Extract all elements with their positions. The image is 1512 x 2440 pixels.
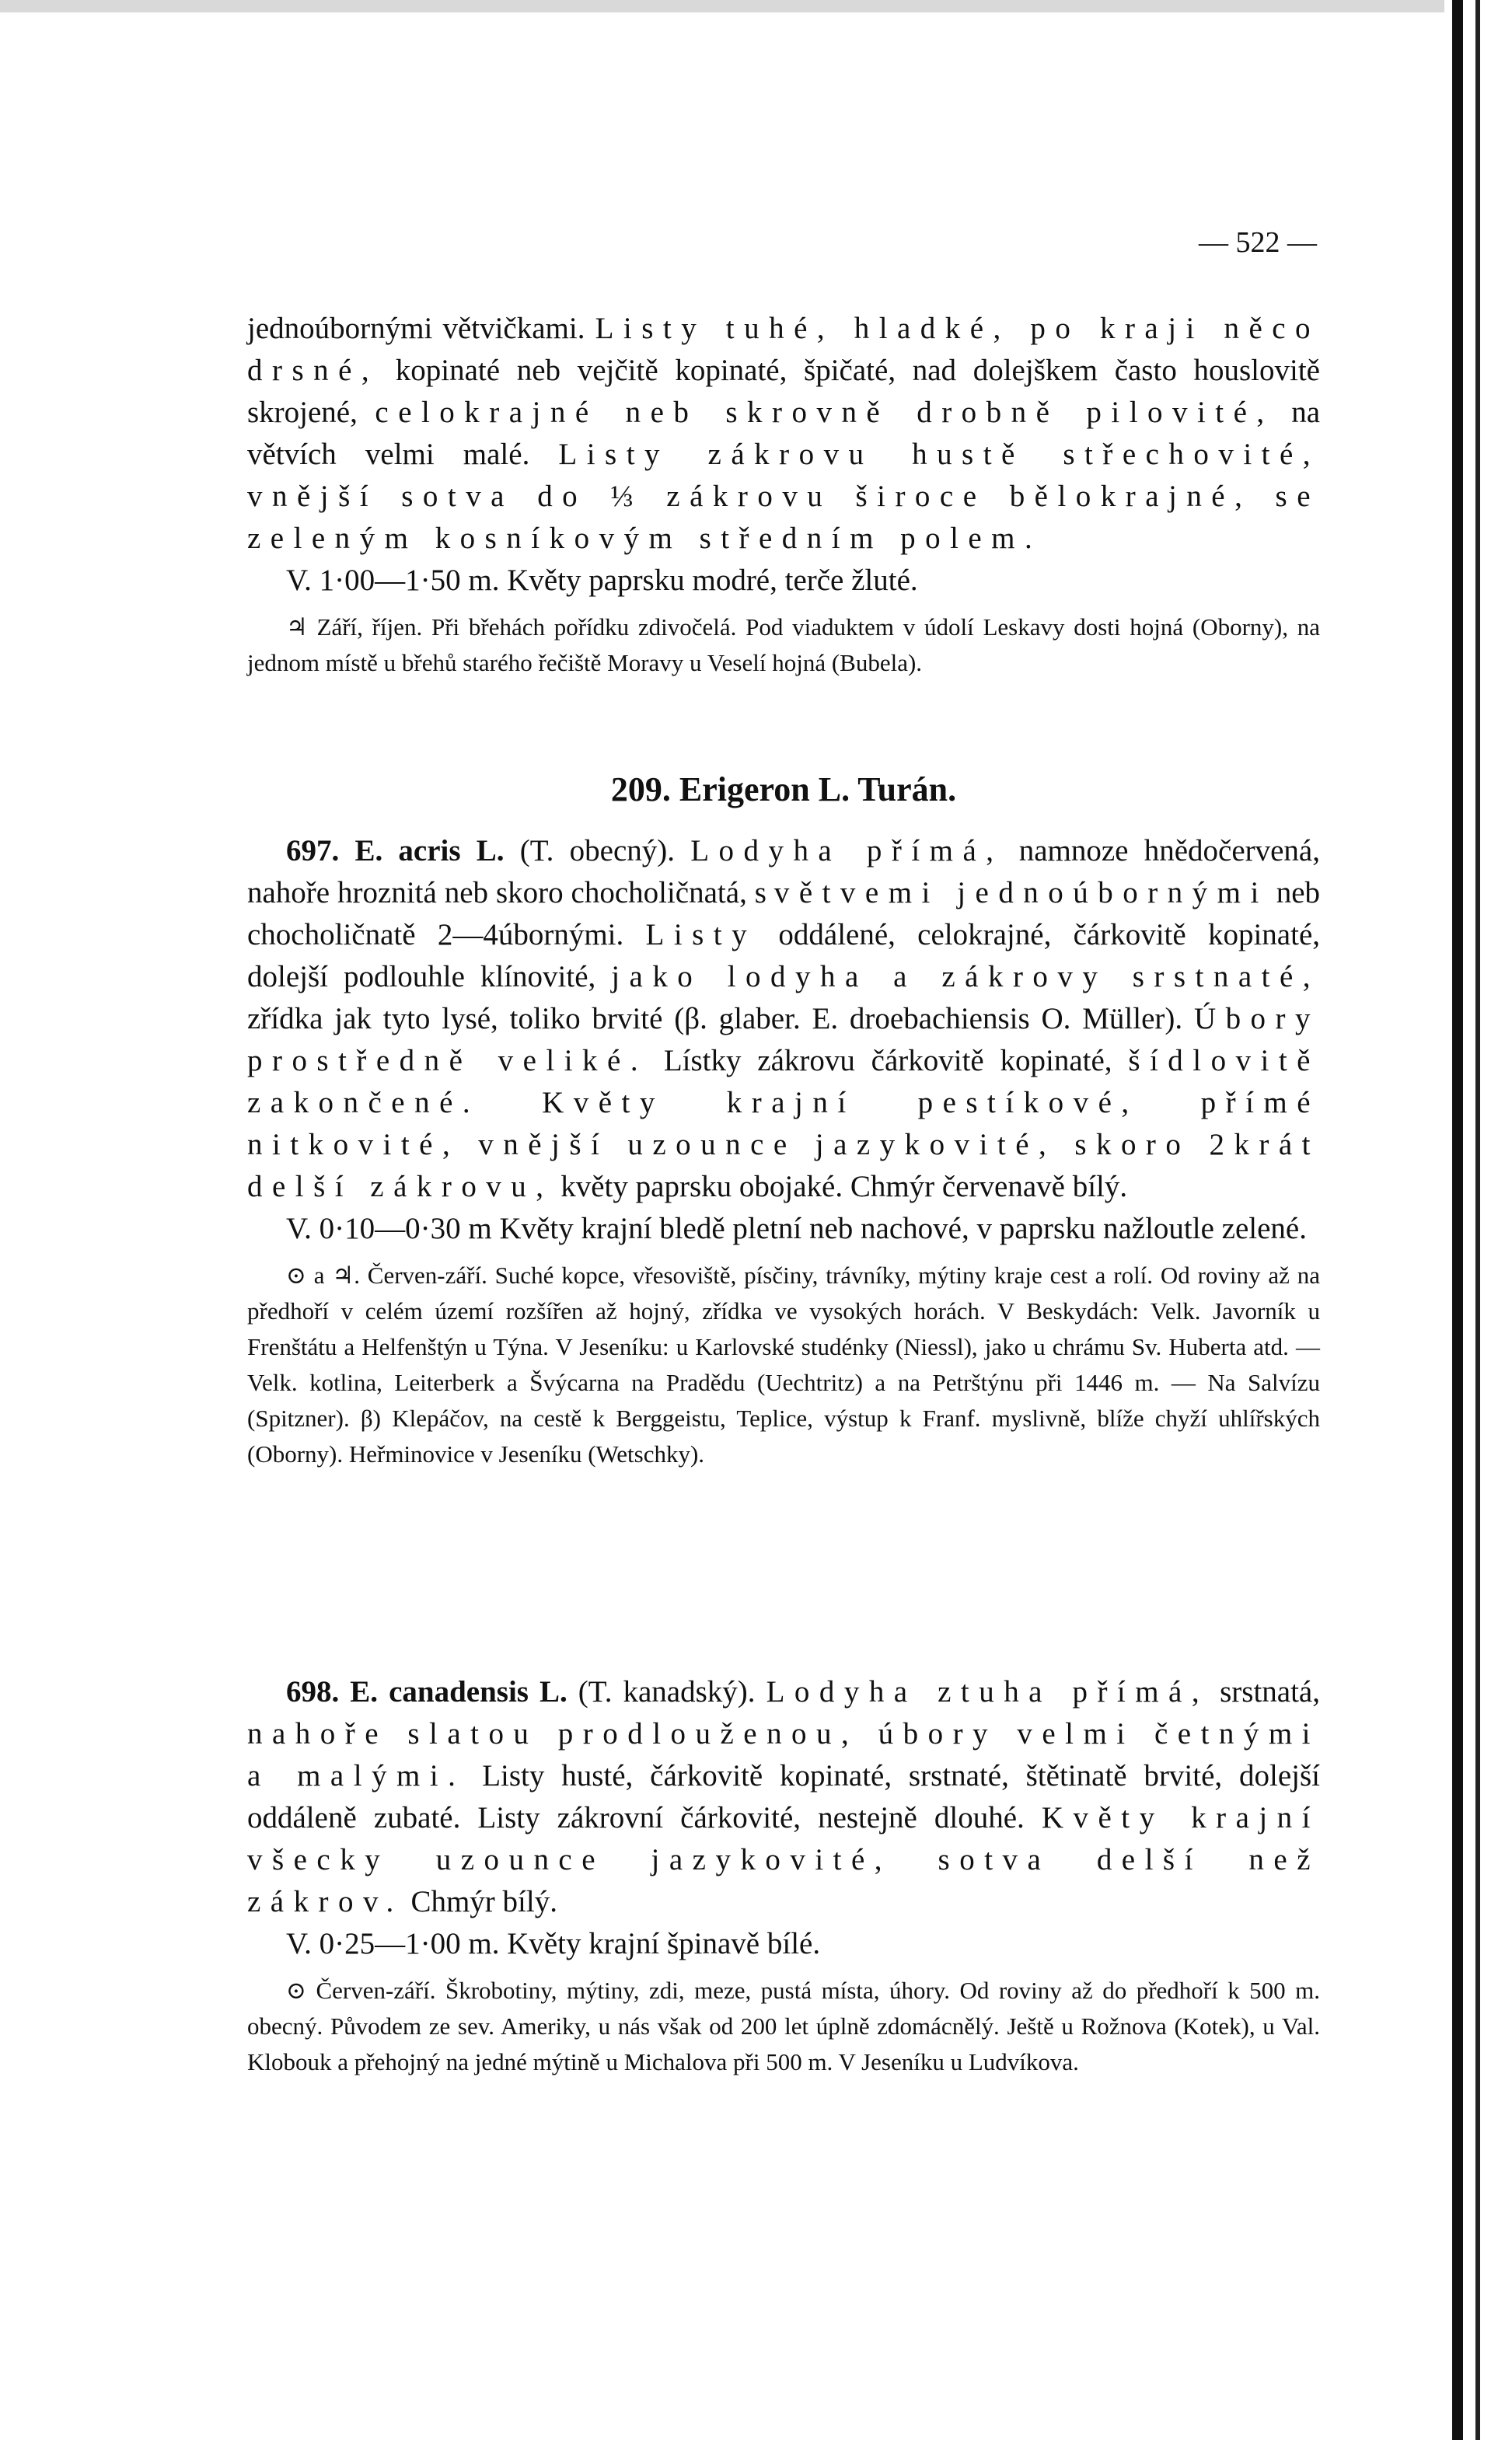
scan-top-edge — [0, 0, 1512, 12]
spaced-text: šídlovitě zakončené. — [247, 1044, 1320, 1119]
species-698-section — [247, 1671, 1320, 2080]
continuation-section — [247, 308, 1320, 681]
spaced-text: Lodyha ztuha přímá, — [766, 1675, 1210, 1709]
page-number: — 522 — — [1199, 226, 1317, 259]
scan-binding-edge — [1444, 0, 1512, 2440]
text-run: Chmýr bílý. — [403, 1885, 557, 1918]
species-697-description — [247, 830, 1320, 1208]
text-run: srstnatá, — [1209, 1675, 1320, 1709]
text-run: Lístky zákrovu čárkovitě kopinaté, — [648, 1044, 1129, 1077]
spaced-text: Listy — [645, 918, 757, 951]
spaced-text: Květy krajní všecky uzounce jazykovité, sotva delší než zákrov. — [247, 1801, 1320, 1918]
text-run: na větvích velmi malé. — [247, 396, 1321, 471]
species-698-description — [247, 1671, 1320, 1923]
text-run: namnoze hnědočervená, nahoře hroznitá neb skoro chocholičnatá, s — [247, 834, 1320, 909]
size-line: V. 1·00—1·50 m. Květy paprsku modré, terče žluté. — [286, 564, 918, 597]
spaced-text: nahoře slatou prodlouženou, úbory velmi četnými a malými. — [247, 1717, 1320, 1792]
text-run: zřídka jak tyto lysé, toliko brvité (β. glaber. E. droebachiensis O. Müller). — [247, 1002, 1194, 1035]
spaced-text: Lodyha přímá, — [690, 834, 1004, 867]
text-run: neb chocholičnatě 2—4úbornými. — [247, 876, 1321, 951]
spaced-text: Květy krajní pestíkové, přímé nitkovité, vnější uzounce jazykovité, skoro 2krát delší zákrovu, — [247, 1086, 1320, 1203]
spaced-text: celokrajné neb skrovně drobně pilovité, — [375, 396, 1274, 429]
spaced-text: Listy tuhé, hladké, po kraji něco drsné, — [247, 312, 1321, 387]
habitat-note: ♃ Září, říjen. Při břehách pořídku zdivočelá. Pod viaduktem v údolí Leskavy dosti hojná (Oborny), na jednom místě u břehů starého řečiště Moravy u Veselí hojná (Bubela). — [247, 613, 1320, 676]
species-heading: 697. E. acris L. — [286, 834, 505, 867]
size-line: V. 0·10—0·30 m Květy krajní bledě pletní neb nachové, v paprsku nažloutle zelené. — [286, 1212, 1307, 1245]
continuation-paragraph — [247, 308, 1320, 560]
habitat-note: ⊙ a ♃. Červen-září. Suché kopce, vřesoviště, písčiny, trávníky, mýtiny kraje cest a rolí. Od roviny až na předhoří v celém území rozšířen až hojný, zřídka ve vysokých horách. V Beskydách: Velk. Javorník u Frenštátu a Helfenštýn u Týna. V Jeseníku: u Karlovské studénky (Niessl), jako u chrámu Sv. Huberta atd. — Velk. kotlina, Leiterberk a Švýcarna na Pradědu (Uechtritz) a na Petrštýnu při 1446 m. — Na Salvízu (Spitzner). β) Klepáčov, na cestě k Berggeistu, Teplice, výstup k Franf. myslivně, blíže chyží uhlířských (Oborny). Heřminovice v Jeseníku (Wetschky). — [247, 1262, 1320, 1468]
spaced-text: Listy zákrovu hustě střechovité, vnější sotva do ⅓ zákrovu široce bělokrajné, se zeleným kosníkovým středním polem. — [247, 438, 1320, 555]
size-line: V. 0·25—1·00 m. Květy krajní špinavě bílé. — [286, 1927, 821, 1960]
text-run: kopinaté neb vejčitě kopinaté, špičaté, nad dolejškem často houslovitě skrojené, — [247, 354, 1320, 429]
species-heading: 698. E. canadensis L. — [286, 1675, 567, 1709]
text-run: jednoúbornými větvičkami. — [247, 312, 595, 345]
text-run: oddálené, celokrajné, čárkovitě kopinaté, dolejší podlouhle klínovité, — [247, 918, 1321, 993]
text-run: květy paprsku obojaké. Chmýr červenavě bílý. — [553, 1170, 1128, 1203]
text-run: (T. obecný). — [504, 834, 691, 867]
genus-heading: 209. Erigeron L. Turán. — [610, 770, 957, 808]
text-run: (T. kanadský). — [567, 1675, 766, 1709]
habitat-note: ⊙ Červen-září. Škrobotiny, mýtiny, zdi, meze, pustá místa, úhory. Od roviny až do předhoří k 500 m. obecný. Původem ze sev. Ameriky, u nás však od 200 let úplně zdomácnělý. Ještě u Rožnova (Kotek), u Val. Klobouk a přehojný na jedné mýtině u Michalova při 500 m. V Jeseníku u Ludvíkova. — [247, 1977, 1320, 2075]
species-697-section — [247, 830, 1320, 1472]
spaced-text: jako lodyha a zákrovy srstnaté, — [611, 960, 1320, 993]
spaced-text: větvemi jednoúbornými — [773, 876, 1269, 909]
text-run: Listy husté, čárkovitě kopinaté, srstnaté, štětinatě brvité, dolejší oddáleně zubaté. Listy zákrovní čárkovité, nestejně dlouhé. — [247, 1759, 1320, 1834]
spaced-text: Úbory prostředně veliké. — [247, 1002, 1320, 1077]
genus-section — [247, 770, 1320, 809]
